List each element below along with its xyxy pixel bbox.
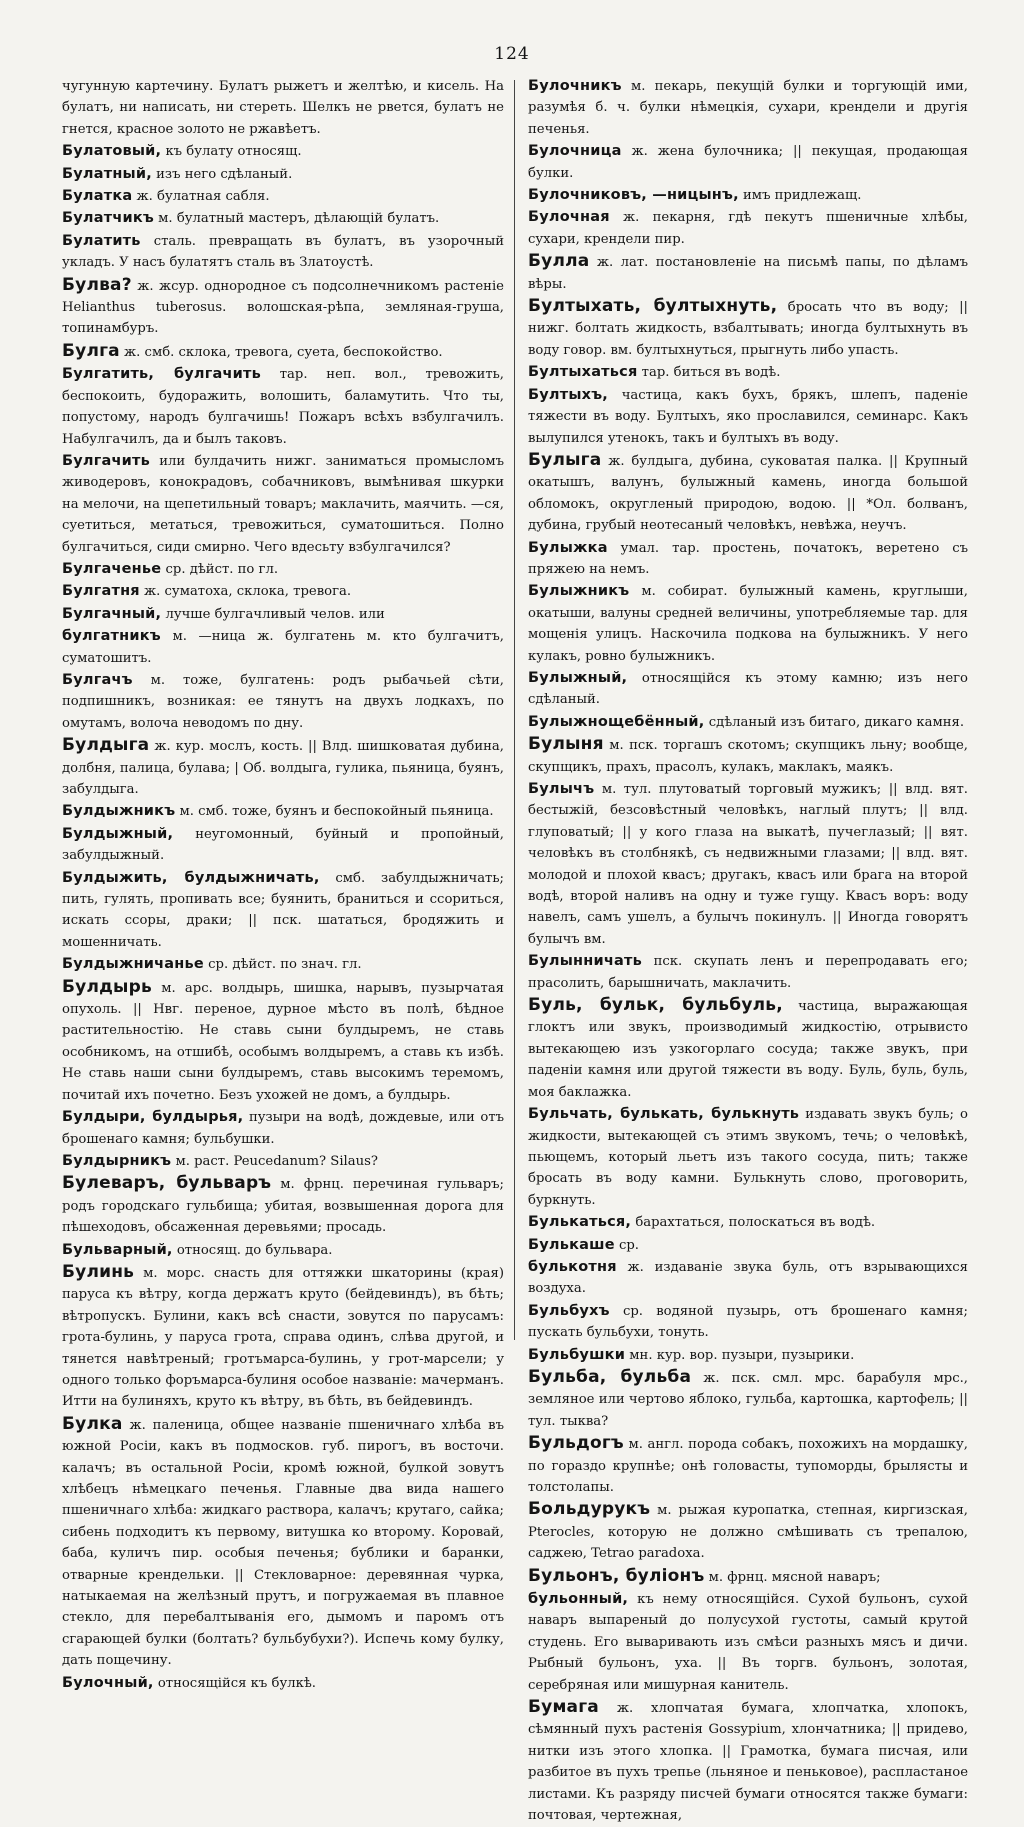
dictionary-entry: Булатчикъ м. булатный мастеръ, дѣлающій булатъ. [62,210,440,227]
dictionary-entry: Булла ж. лат. постановленіе на письмѣ папы, по дѣламъ вѣры. [528,251,968,292]
dictionary-entry: Бумага ж. хлопчатая бумага, хлопчатка, хлопокъ, сѣмянный пухъ растенія Gossypium, хлончатника; || придево, нитки изъ этого хлопка. || Грамотка, бумага писчая, или разбитое въ пухъ трепье (льняное и пеньковое), распластаное листами. Къ разряду писчей бумаги относятся также бумаги: почтовая, чертежная, [528,1697,968,1824]
right-column [528,76,969,1824]
dictionary-entry: булгатникъ м. —ница ж. булгатень м. кто булгачитъ, суматошитъ. [62,628,504,666]
dictionary-entry: Булочная ж. пекарня, гдѣ пекутъ пшеничные хлѣбы, сухари, крендели пир. [528,209,968,247]
dictionary-entry: Булдыжникъ м. смб. тоже, буянъ и беспокойный пьяница. [62,803,494,820]
column-divider [514,80,515,1340]
dictionary-entry: Булгачный, лучше булгачливый челов. или [62,605,385,622]
dictionary-entry: Булгатить, булгачить тар. неп. вол., тревожить, беспокоить, будоражить, волошить, баламутить. Что ты, попустому, народъ булгачишь! Пожаръ всѣхъ взбулгачилъ. Набулгачилъ, да и былъ таковъ. [62,366,504,447]
dictionary-entry: Булдырь м. арс. волдырь, шишка, нарывъ, пузырчатая опухоль. || Нвг. переное, дурное мѣсто въ полѣ, бѣдное растительностію. Не ставь сыни булдыремъ, не ставь особникомъ, на отшибѣ, особымъ волдыремъ, а ставь къ избѣ. Не ставь наши сыни булдыремъ, ставь высокимъ теремомъ, почитай ихъ почетно. Безъ ухожей не домъ, а булдырь. [62,976,504,1103]
dictionary-entry: Бултыхъ, частица, какъ бухъ, брякъ, шлепъ, паденіе тяжести въ воду. Бултыхъ, яко прославился, семинарс. Какъ вылупился утенокъ, такъ и бултыхъ въ воду. [528,386,968,446]
dictionary-entry: булькотня ж. издаваніе звука буль, отъ взрывающихся воздуха. [528,1258,968,1297]
dictionary-entry: Булдырникъ м. раст. Peucedanum? Silaus? [62,1152,378,1169]
dictionary-entry: Булькаться, барахтаться, полоскаться въ водѣ. [528,1214,876,1231]
dictionary-entry: Булычъ м. тул. плутоватый торговый мужикъ; || влд. вят. бестыжій, безсовѣстный человѣкъ, наглый плутъ; || влд. глуповатый; || у кого глаза на выкатѣ, пучеглазый; || вят. человѣкъ въ столбнякѣ, съ недвижными глазами; || влд. вят. молодой и плохой квасъ; другакъ, квасъ или брага на второй водѣ, второй наливъ на одну и туже гущу. Квасъ воръ: воду навелъ, самъ ушелъ, а булычъ покинулъ. || Иногда говорятъ булычъ вм. [528,781,968,947]
dictionary-entry: Буль, бульк, бульбуль, частица, выражающая глоктъ или звукъ, производимый жидкостію, отрывисто вытекающею изъ узкогорлаго сосуда; также звукъ, при паденіи камня или другой тяжести въ воду. Буль, буль, буль, моя баклажка. [528,995,968,1100]
dictionary-entry: Булыжникъ м. собират. булыжный камень, круглыши, окатыши, валуны средней величины, употребляемые тар. для мощенія улицъ. Наскочила подкова на булыжникъ. У него кулакъ, ровно булыжникъ. [528,583,968,664]
dictionary-entry: Булгаченье ср. дѣйст. по гл. [62,560,279,577]
dictionary-entry: Булинь м. морс. снасть для оттяжки шкаторины (края) паруса къ вѣтру, когда держатъ круто (бейдевиндъ), въ бѣть; вѣтропускъ. Булини, какъ всѣ снасти, зовутся по парусамъ: грота-булинь, у паруса грота, справа одинъ, слѣва другой, и тянется навѣтреный; гротъмарса-булинь, у грот-марсели; у одного только форъмарса-булиня особое названіе: мачерманъ. Итти на булиняхъ, круто къ вѣтру, въ бѣть, въ бейдевиндъ. [62,1261,504,1410]
left-column [62,76,505,1691]
dictionary-entry: Булатовый, къ булату относящ. [62,143,302,160]
dictionary-entry: Бульчать, булькать, булькнуть издавать звукъ буль; о жидкости, вытекающей съ этимъ звукомъ, течь; о человѣкѣ, пьющемъ, который льетъ изъ такого сосуда, пить; также бросать въ воду камни. Булькнуть слово, проговорить, буркнуть. [528,1106,968,1208]
dictionary-entry: Бульбушки мн. кур. вор. пузыри, пузырики. [528,1346,855,1363]
dictionary-entry: Булгачить или булдачить нижг. заниматься промысломъ живодеровъ, конокрадовъ, собачниковъ, вымѣнивая шкурки на мелочи, на щепетильный товаръ; маклачить, маячить. —ся, суетиться, метаться, тревожиться, суматошиться. Полно булгачиться, сиди смирно. Чего вдесьту взбулгачился? [62,452,504,555]
dictionary-entry: Больдурукъ м. рыжая куропатка, степная, киргизская, Pterocles, которую не должно смѣшивать съ трепалою, саджею, Tetrao paradoxa. [528,1499,968,1562]
dictionary-entry: Булдыга ж. кур. мослъ, кость. || Влд. шишковатая дубина, долбня, палица, булава; | Об. волдыга, гулика, пьяница, буянъ, забулдыга. [62,735,504,797]
dictionary-entry: Булочный, относящійся къ булкѣ. [62,1674,316,1691]
dictionary-entry: Булка ж. паленица, общее названіе пшеничнаго хлѣба въ южной Росіи, какъ въ подмосков. губ. пирогъ, въ восточи. калачъ; въ остальной Росіи, кромѣ южной, булкой зовутъ хлѣбецъ нѣмецкаго печенья. Главные два вида нашего пшеничнаго хлѣба: жидкаго раствора, калачъ; крутаго, сайка; сибень подходитъ къ первому, витушка ко второму. Коровай, баба, куличъ пир. особыя печенья; бублики и баранки, отварные крендельки. || Стекловарное: деревянная чурка, натыкаемая на желѣзный прутъ, и погружаемая въ плавное стекло, для перебалтыванія его, дымомъ и паромъ отъ сгарающей булки (болтать? бульбубухи?). Испечь кому булку, дать пощечину. [62,1413,504,1669]
dictionary-entry: Булдыжить, булдыжничать, смб. забулдыжничать; пить, гулять, пропивать все; буянить, браниться и ссориться, искать ссоры, драки; || пск. шататься, бродяжить и мошенничать. [62,869,504,950]
dictionary-entry: Булочница ж. жена булочника; || пекущая, продающая булки. [528,143,968,181]
dictionary-entry: Бульдогъ м. англ. порода собакъ, похожихъ на мордашку, по гораздо крупнѣе; онѣ головасты, тупоморды, брылясты и толстолапы. [528,1433,968,1495]
dictionary-entry: Булгачъ м. тоже, булгатень: родъ рыбачьей сѣти, подпишникъ, возникая: ее тянутъ на двухъ лодкахъ, по омутамъ, волоча неводомъ по дну. [62,671,504,731]
dictionary-entry: Булгатня ж. суматоха, склока, тревога. [62,583,352,600]
dictionary-entry: Булдыжный, неугомонный, буйный и пропойный, забулдыжный. [62,825,504,864]
dictionary-entry: Булатка ж. булатная сабля. [62,188,270,205]
dictionary-entry: Булыня м. пск. торгашъ скотомъ; скупщикъ льну; вообще, скупщикъ, прахъ, прасолъ, кулакъ, маклакъ, маякъ. [528,734,968,775]
dictionary-entry: Булва? ж. жсур. однородное съ подсолнечникомъ растеніе Helianthus tuberosus. волошская-рѣпа, земляная-груша, топинамбуръ. [62,274,504,337]
dictionary-entry: Булатить сталь. превращать въ булатъ, въ узорочный укладъ. У насъ булатятъ сталь въ Златоустѣ. [62,232,504,271]
dictionary-entry: Бульба, бульба ж. пск. смл. мрс. барабуля мрс., земляное или чертово яблоко, гульба, картошка, картофель; || тул. тыква? [528,1366,968,1429]
dictionary-entry: Булочникъ м. пекарь, пекущій булки и торгующій ими, разумѣя б. ч. булки нѣмецкія, сухари, крендели и другія печенья. [528,78,968,137]
dictionary-entry: Булочниковъ, —ницынъ, имъ придлежащ. [528,187,862,204]
dictionary-entry: Булыжный, относящійся къ этому камню; изъ него сдѣланый. [528,669,968,708]
dictionary-entry: Бултыхать, бултыхнуть, бросать что въ воду; || нижг. болтать жидкость, взбалтывать; иногда бултыхнуть въ воду говор. вм. бултыхнуться, прыгнуть либо упасть. [528,296,969,358]
dictionary-entry: Булыжнощебённый, сдѣланый изъ битаго, дикаго камня. [528,713,965,730]
dictionary-entry: Булатный, изъ него сдѣланый. [62,165,293,182]
dictionary-entry: Булеваръ, бульваръ м. фрнц. перечиная гульваръ; родъ городскаго гульбища; убитая, возвышенная дорога для пѣшеходовъ, обсаженная деревьями; просадь. [62,1173,505,1236]
dictionary-entry: Булыга ж. булдыга, дубина, суковатая палка. || Крупный окатышъ, валунъ, булыжный камень, иногда большой обломокъ, округленый природою, водою. || *Ол. болванъ, дубина, грубый неотесаный человѣкъ, невѣжа, неучъ. [528,449,968,534]
dictionary-entry: Булынничать пск. скупать ленъ и перепродавать его; прасолить, барышничать, маклачить. [528,953,968,991]
dictionary-entry: Булыжка умал. тар. простень, початокъ, веретено съ пряжею на немъ. [528,539,968,577]
dictionary-entry: Булькаше ср. [528,1236,639,1253]
dictionary-entry: Бульонъ, буліонъ м. фрнц. мясной наваръ; [528,1565,881,1586]
dictionary-entry: Бултыхаться тар. биться въ водѣ. [528,364,781,381]
dictionary-entry: Бульварный, относящ. до бульвара. [62,1241,333,1258]
dictionary-entry: Бульбухъ ср. водяной пузырь, отъ брошенаго камня; пускать бульбухи, тонуть. [528,1302,968,1341]
dictionary-entry: Булдыри, булдырья, пузыри на водѣ, дождевые, или отъ брошенаго камня; бульбушки. [62,1109,505,1147]
dictionary-entry: Булдыжничанье ср. дѣйст. по знач. гл. [62,956,362,973]
dictionary-entry: Булга ж. смб. склока, тревога, суета, беспокойство. [62,340,443,361]
page-number: 124 [494,44,530,64]
dictionary-entry: чугунную картечину. Булатъ рыжетъ и желтѣю, и кисель. На булатъ, ни написать, ни стереть. Шелкъ не рвется, булатъ не гнется, красное золото не ржавѣетъ. [62,79,504,137]
dictionary-entry: бульонный, къ нему относящійся. Сухой бульонъ, сухой наваръ выпареный до полусухой густоты, самый крутой студень. Его вываривають изъ смѣси разныхъ мясъ и дичи. Рыбный бульонъ, уха. || Въ торгв. бульонъ, золотая, серебряная или мишурная канитель. [528,1591,968,1693]
